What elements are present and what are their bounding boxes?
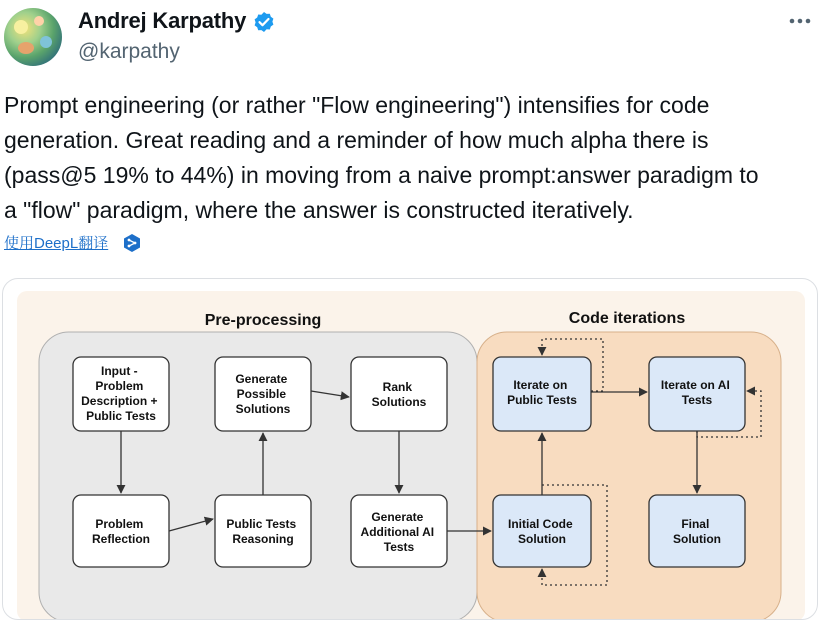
- rank-solutions-line: Solutions: [371, 395, 427, 409]
- generate-solutions-line: Possible: [236, 387, 287, 401]
- deepl-logo-icon: [122, 233, 142, 253]
- verified-badge-icon: [253, 11, 275, 33]
- rank-solutions-box: [351, 357, 447, 431]
- translate-link[interactable]: 使用DeepL翻译: [4, 235, 109, 252]
- public-tests-reasoning-line: Reasoning: [232, 532, 294, 546]
- author-name[interactable]: Andrej Karpathy: [78, 8, 247, 33]
- svg-text:Problem Reflection: [92, 517, 150, 546]
- generate-solutions-line: Solutions: [235, 402, 291, 416]
- iterate-public-tests-line: Iterate on: [513, 378, 568, 392]
- author-handle[interactable]: @karpathy: [78, 40, 180, 63]
- final-solution-line: Solution: [673, 532, 721, 546]
- initial-code-solution-line: Initial Code: [507, 517, 573, 531]
- code-iterations-title: Code iterations: [568, 310, 686, 327]
- tweet-line: a "flow" paradigm, where the answer is constructed iteratively.: [4, 197, 634, 223]
- iterate-public-tests-line: Public Tests: [507, 393, 577, 407]
- avatar[interactable]: [4, 8, 62, 66]
- iterate-ai-tests-line: Iterate on AI: [660, 378, 730, 392]
- problem-reflection-box: [73, 495, 169, 567]
- tweet-line: Prompt engineering (or rather "Flow engineering") intensifies for code: [4, 92, 710, 118]
- svg-text:Generate Possible: [235, 372, 290, 416]
- rank-solutions-line: Rank: [382, 380, 412, 394]
- iterate-ai-tests-line: Tests: [681, 393, 713, 407]
- more-horizontal-icon[interactable]: [786, 11, 814, 31]
- generate-ai-tests-line: Tests: [383, 540, 415, 554]
- input-box-line: Input -: [101, 364, 138, 378]
- input-box-line: Problem: [95, 379, 144, 393]
- preprocessing-title: Pre-processing: [204, 312, 322, 329]
- public-tests-reasoning-line: Public Tests: [226, 517, 297, 531]
- media-card[interactable]: [2, 278, 818, 620]
- generate-solutions-line: Generate: [235, 372, 288, 386]
- initial-code-solution-box: [493, 495, 591, 567]
- svg-text:Iterate on Public Tests: [507, 378, 577, 407]
- generate-ai-tests-line: Generate: [371, 510, 424, 524]
- public-tests-reasoning-box: [215, 495, 311, 567]
- initial-code-solution-line: Solution: [518, 532, 566, 546]
- final-solution-line: Final: [681, 517, 710, 531]
- problem-reflection-line: Problem: [95, 517, 144, 531]
- flow-diagram: [3, 279, 817, 619]
- problem-reflection-line: Reflection: [91, 532, 151, 546]
- tweet-line: (pass@5 19% to 44%) in moving from a naive prompt:answer paradigm to: [4, 162, 759, 188]
- svg-text:Initial Code Solution: [508, 517, 576, 546]
- input-box-line: Description +: [81, 394, 158, 408]
- svg-text:Public Tests Reasoning: [226, 517, 299, 546]
- tweet-text: [4, 88, 816, 228]
- final-solution-box: [649, 495, 745, 567]
- input-box-line: Public Tests: [86, 409, 156, 423]
- tweet-line: generation. Great reading and a reminder of how much alpha there is: [4, 127, 709, 153]
- generate-ai-tests-line: Additional AI: [360, 525, 435, 539]
